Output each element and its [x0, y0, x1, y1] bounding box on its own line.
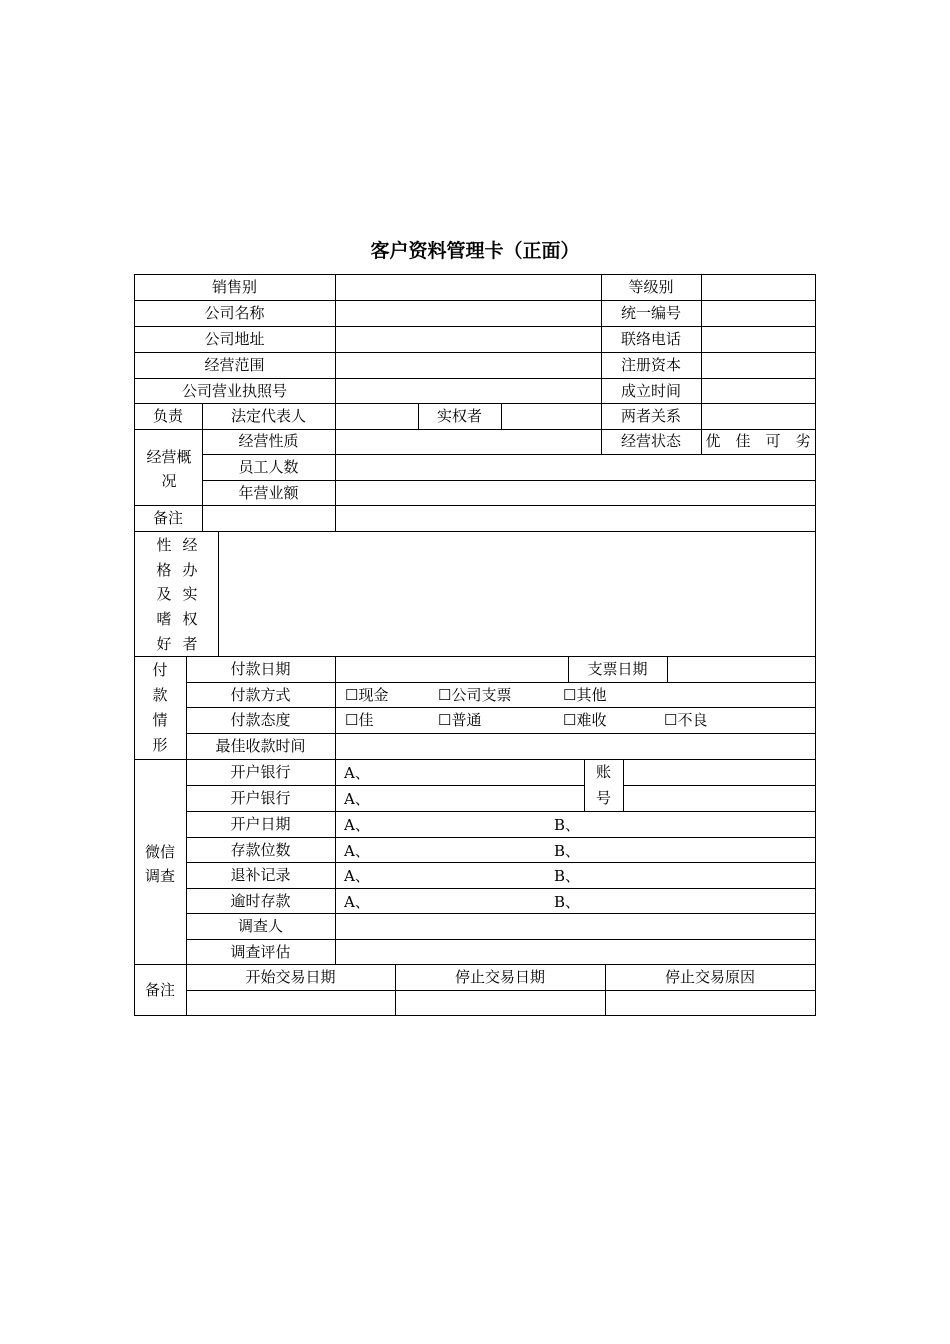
attitude-hard-checkbox[interactable]: ☐难收: [563, 711, 607, 729]
personality-col1-3: 嗜: [156, 610, 172, 628]
personality-col2-4: 者: [182, 635, 198, 653]
established-time-label: 成立时间: [620, 382, 681, 400]
personality-col1-4: 好: [156, 635, 172, 653]
unified-number-label: 统一编号: [620, 304, 681, 322]
bank2-label: 开户银行: [230, 789, 291, 807]
personality-col1-2: 及: [156, 585, 172, 603]
personality-col2-3: 权: [182, 610, 198, 628]
check-date-label: 支票日期: [587, 660, 648, 678]
responsible-label: 负责: [152, 407, 183, 425]
refund-record-b: B、: [554, 867, 581, 885]
refund-record-a: A、: [344, 867, 370, 885]
status-options: 优 佳 可 劣: [705, 432, 811, 450]
actual-controller-label: 实权者: [436, 407, 482, 425]
deposit-digits-a: A、: [344, 842, 370, 860]
bank2-a: A、: [344, 790, 370, 808]
company-name-label: 公司名称: [204, 304, 265, 322]
open-date-label: 开户日期: [230, 815, 291, 833]
legal-rep-label: 法定代表人: [230, 407, 306, 425]
remarks2-label: 备注: [144, 981, 175, 999]
deposit-digits-label: 存款位数: [230, 841, 291, 859]
payment-method-label: 付款方式: [230, 686, 291, 704]
payment-label-1: 款: [152, 686, 168, 704]
overdue-deposit-label: 逾时存款: [230, 892, 291, 910]
employees-label: 员工人数: [238, 458, 299, 476]
bank1-label: 开户银行: [230, 763, 291, 781]
license-number-label: 公司营业执照号: [181, 382, 287, 400]
start-date-label: 开始交易日期: [245, 968, 336, 986]
grade-label: 等级别: [628, 278, 674, 296]
method-other-checkbox[interactable]: ☐其他: [563, 686, 607, 704]
payment-label-2: 情: [152, 711, 168, 729]
account-label-0: 账: [595, 763, 611, 781]
relationship-label: 两者关系: [620, 407, 681, 425]
business-scope-label: 经营范围: [204, 356, 265, 374]
account-label-1: 号: [595, 789, 611, 807]
method-cash-checkbox[interactable]: ☐现金: [345, 686, 389, 704]
personality-col1-1: 格: [156, 561, 172, 579]
bank1-a: A、: [344, 764, 370, 782]
personality-col2-1: 办: [182, 561, 198, 579]
stop-reason-label: 停止交易原因: [664, 968, 755, 986]
overdue-deposit-b: B、: [554, 893, 581, 911]
remarks-label: 备注: [152, 509, 183, 527]
page-title: 客户资料管理卡（正面）: [370, 240, 580, 262]
payment-label-0: 付: [152, 661, 168, 679]
annual-revenue-label: 年营业额: [238, 484, 299, 502]
investigator-label: 调查人: [237, 917, 283, 935]
registered-capital-label: 注册资本: [620, 356, 681, 374]
attitude-normal-checkbox[interactable]: ☐普通: [438, 711, 482, 729]
business-overview-label: 经营概况: [146, 448, 192, 490]
company-address-label: 公司地址: [204, 330, 265, 348]
payment-label-3: 形: [152, 736, 168, 754]
attitude-good-checkbox[interactable]: ☐佳: [345, 711, 374, 729]
payment-date-label: 付款日期: [230, 660, 291, 678]
sales-label: 销售别: [211, 278, 257, 296]
open-date-a: A、: [344, 816, 370, 834]
method-company-check-checkbox[interactable]: ☐公司支票: [438, 686, 512, 704]
stop-date-label: 停止交易日期: [454, 968, 545, 986]
refund-record-label: 退补记录: [230, 866, 291, 884]
contact-phone-label: 联络电话: [620, 330, 681, 348]
overdue-deposit-a: A、: [344, 893, 370, 911]
attitude-bad-checkbox[interactable]: ☐不良: [664, 711, 708, 729]
open-date-b: B、: [554, 816, 581, 834]
best-time-label: 最佳收款时间: [215, 737, 306, 755]
personality-col1-0: 性: [156, 536, 172, 554]
status-label: 经营状态: [620, 432, 681, 450]
deposit-digits-b: B、: [554, 842, 581, 860]
personality-col2-2: 实: [182, 585, 198, 603]
credit-label: 微信调查: [144, 843, 175, 885]
nature-label: 经营性质: [238, 432, 299, 450]
evaluation-label: 调查评估: [230, 943, 291, 961]
personality-col2-0: 经: [182, 536, 198, 554]
payment-attitude-label: 付款态度: [230, 711, 291, 729]
